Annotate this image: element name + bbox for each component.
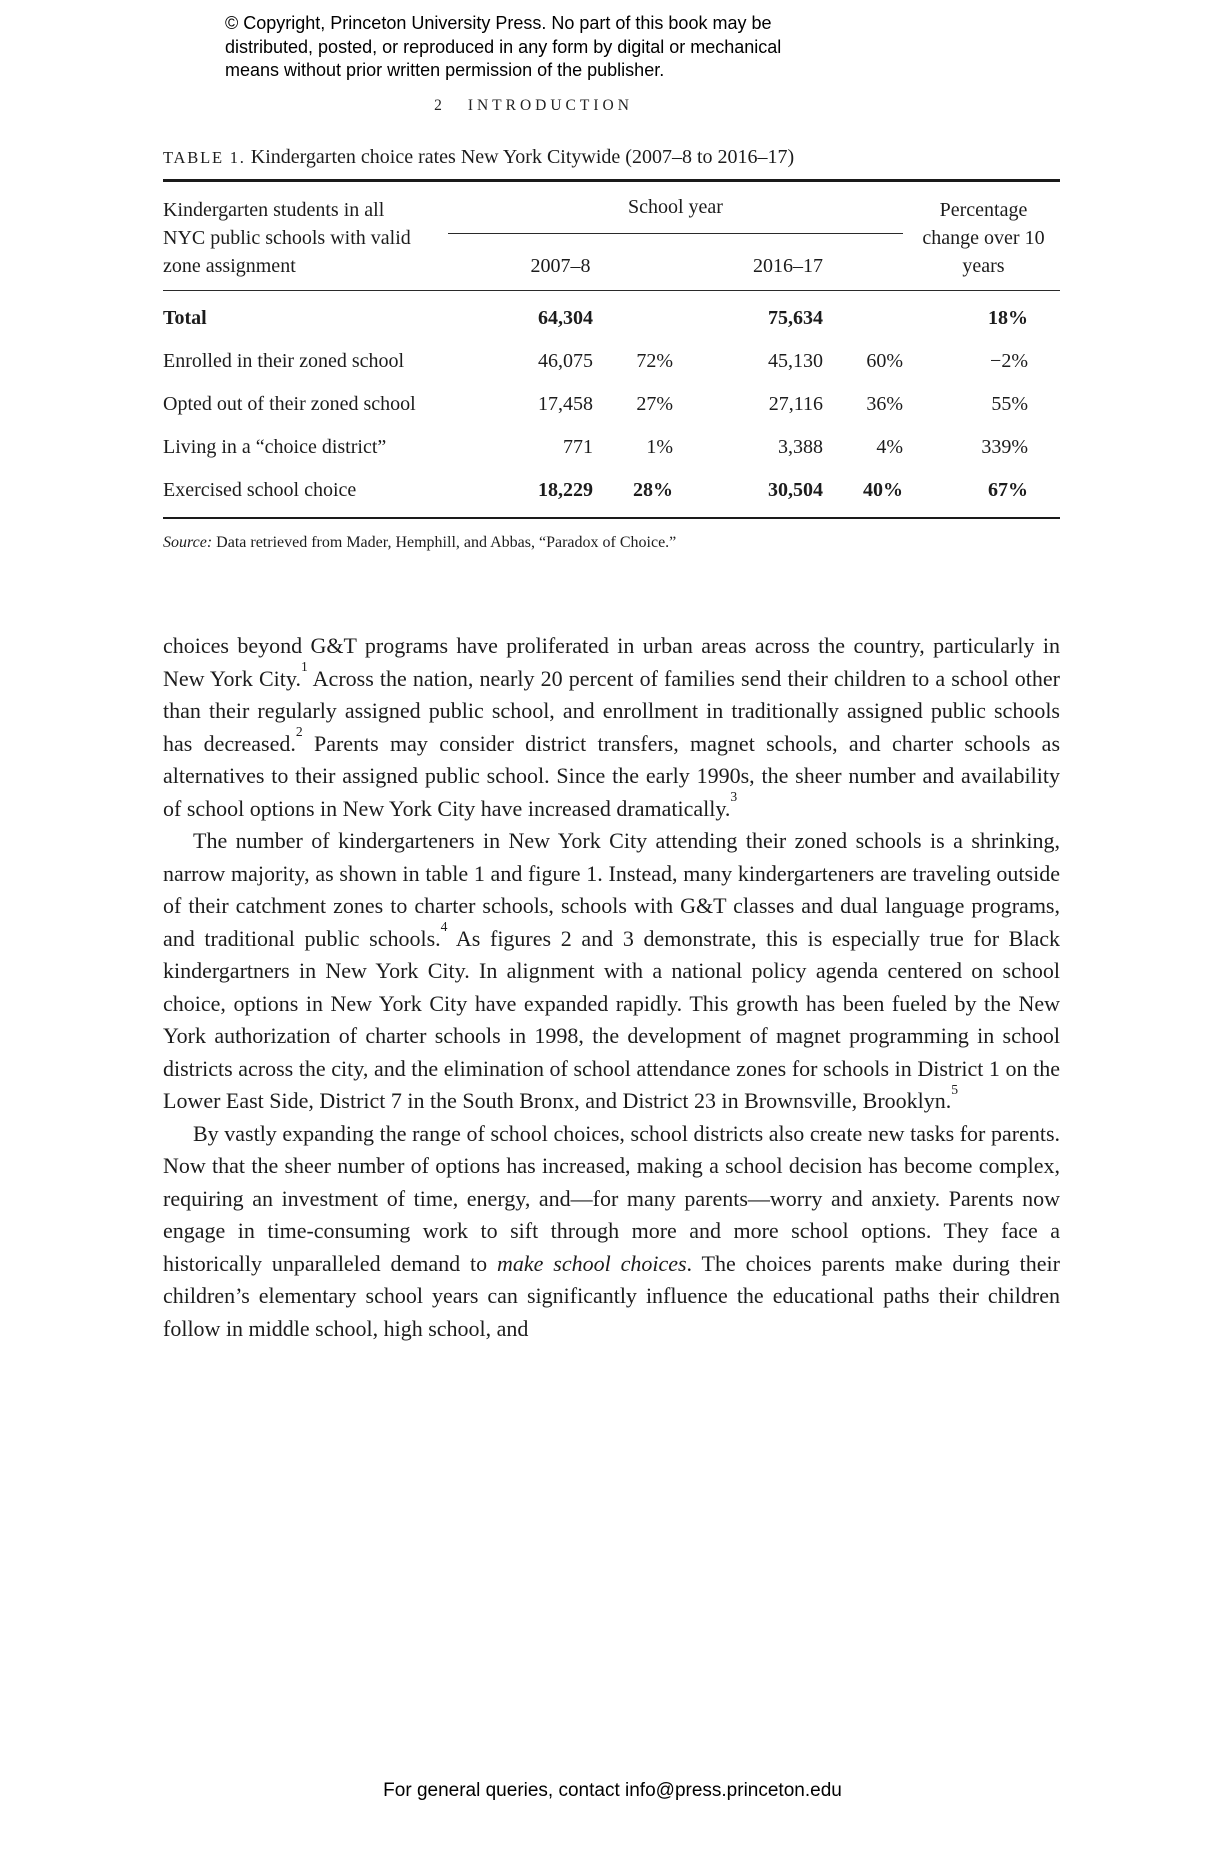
table-row [163,291,1060,341]
table-caption-text: Kindergarten choice rates New York Citywide (2007–8 to 2016–17) [245,146,795,168]
body-text [163,630,1060,1345]
cell-2016-pct: 60% [866,350,903,372]
footnote-ref: 1 [300,659,308,675]
copyright-line: means without prior written permission of the publisher. [225,60,665,80]
copyright-line: distributed, posted, or reproduced in any form by digital or mechanical [225,36,782,57]
table-year-col-1: 2007–8 [448,234,673,291]
copyright-notice [225,12,781,83]
cell-2016-count: 45,130 [768,350,823,372]
table-group-header: School year [448,181,903,234]
cell-change: 55% [991,393,1028,415]
cell-2007-count: 46,075 [538,350,593,372]
cell-change: 339% [981,436,1028,458]
paragraph-text: choices beyond G&T programs have proliferated in urban areas across the country, particularly in New York City. [163,633,1060,691]
row-label: Opted out of their zoned school [163,393,416,415]
cell-2016-pct: 40% [823,469,903,518]
paragraph-text: Parents may consider district transfers, magnet schools, and charter schools as alternatives to their assigned public school. Since the early 1990s, the sheer number and availability of school options in New York City have increased dramatically. [163,730,1060,821]
cell-2007-count: 64,304 [538,307,593,329]
cell-change: −2% [990,350,1028,372]
table-row [163,340,1060,383]
italic-phrase: make school choices [496,1250,687,1276]
cell-2007-pct [593,291,673,341]
table-change-header: Percentage change over 10 years [903,181,1060,291]
cell-2007-pct: 1% [646,436,673,458]
cell-2007-count: 17,458 [538,393,593,415]
cell-2016-count: 3,388 [778,436,823,458]
page-number: 2 [434,97,442,114]
cell-2016-count: 27,116 [768,393,823,415]
source-text: Data retrieved from Mader, Hemphill, and Abbas, “Paradox of Choice.” [212,534,677,551]
cell-2016-count: 30,504 [673,469,823,518]
cell-2016-pct [823,291,903,341]
source-label: Source: [163,534,213,551]
paragraph-text: Across the nation, nearly 20 percent of families send their children to a school other than their regularly assigned public school, and enrollment in traditionally assigned public schools has decreased. [163,665,1060,756]
table-row [163,383,1060,426]
table-caption [163,146,1060,169]
table-row [163,426,1060,469]
cell-change: 18% [988,307,1028,329]
body-paragraph [163,1118,1060,1346]
cell-2007-pct: 27% [636,393,673,415]
row-label: Enrolled in their zoned school [163,350,405,372]
copyright-line: © Copyright, Princeton University Press. No part of this book may be [225,13,772,33]
footnote-ref: 5 [951,1081,959,1097]
body-paragraph [163,630,1060,825]
cell-2016-pct: 36% [866,393,903,415]
table-row [163,469,1060,518]
table-caption-label: TABLE 1. [163,148,246,167]
footnote-ref: 2 [295,724,303,740]
paragraph-text: . The choices parents make during their children’s elementary school years can significantly influence the educational paths their children follow in middle school, high school, and [163,1250,1060,1341]
running-head [85,97,982,115]
cell-2016-count: 75,634 [768,307,823,329]
choice-rates-table [163,179,1060,519]
footer-note: For general queries, contact info@press.princeton.edu [383,1780,842,1801]
table-source-note [163,534,1060,552]
row-label: Total [163,307,207,329]
paragraph-text: As figures 2 and 3 demonstrate, this is especially true for Black kindergartners in New York City. In alignment with a national policy agenda centered on school choice, options in New York City have expanded rapidly. This growth has been fueled by the New York authorization of charter schools in 1998, the development of magnet programming in school districts across the city, and the elimination of school attendance zones for schools in District 1 on the Lower East Side, District 7 in the South Bronx, and District 23 in Brownsville, Brooklyn. [163,925,1061,1113]
row-label: Living in a “choice district” [163,436,387,458]
table-year-col-2: 2016–17 [673,234,903,291]
paragraph-text: The number of kindergarteners in New York City attending their zoned schools is a shrinking, narrow majority, as shown in table 1 and figure 1. Instead, many kindergarteners are traveling outside of their catchment zones to charter schools, schools with G&T classes and dual language programs, and traditional public schools. [163,828,1060,951]
section-title: INTRODUCTION [467,97,633,114]
footnote-ref: 4 [440,919,448,935]
cell-2007-count: 18,229 [448,469,593,518]
footnote-ref: 3 [730,789,738,805]
cell-2007-count: 771 [563,436,593,458]
body-paragraph [163,825,1060,1118]
paragraph-text: By vastly expanding the range of school choices, school districts also create new tasks for parents. Now that the sheer number of options has increased, making a school decision has become complex, requiring an investment of time, energy, and—for many parents—worry and anxiety. Parents now engage in time-consuming work to sift through more and more school options. They face a historically unparalleled demand to [163,1120,1060,1276]
row-label: Exercised school choice [163,469,448,518]
cell-2007-pct: 72% [636,350,673,372]
cell-change: 67% [903,469,1060,518]
cell-2007-pct: 28% [593,469,673,518]
cell-2016-pct: 4% [876,436,903,458]
table-block [163,146,1060,568]
table-row-header: Kindergarten students in all NYC public schools with valid zone assignment [163,181,448,291]
